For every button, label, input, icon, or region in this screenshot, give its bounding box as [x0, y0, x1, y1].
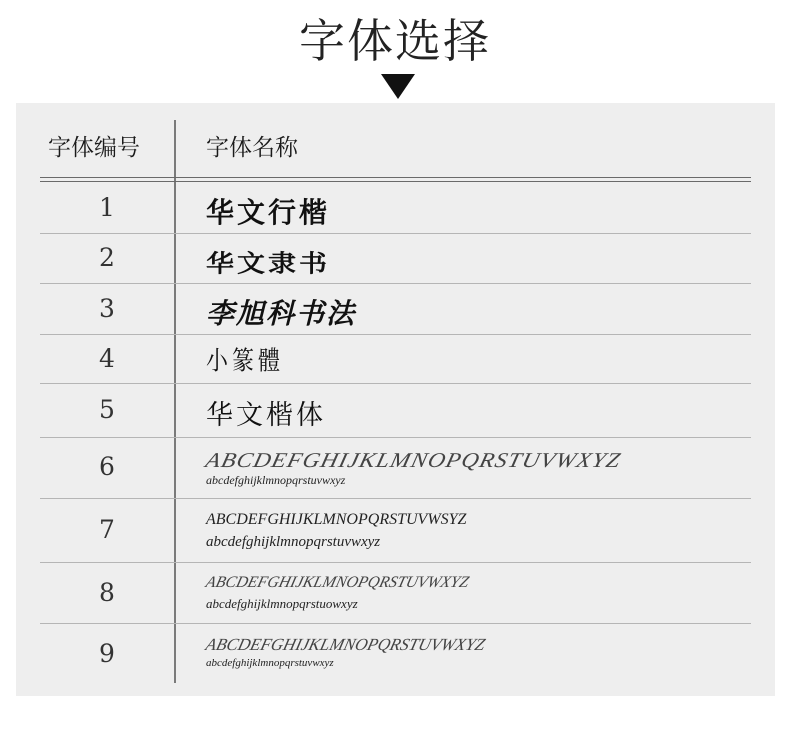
table-row[interactable] [40, 624, 751, 684]
font-number: 1 [99, 193, 115, 222]
font-name-sample: 华文行楷 [206, 196, 331, 229]
font-number: 3 [99, 294, 115, 323]
uppercase-sample: ABCDEFGHIJKLMNOPQRSTUVWXYZ [203, 448, 624, 472]
font-number: 4 [99, 344, 115, 373]
font-name-sample: 华文隶书 [206, 249, 331, 278]
lowercase-sample: abcdefghijklmnopqrstuowxyz [206, 596, 358, 611]
font-name-sample: 小篆體 [206, 346, 285, 377]
font-number: 8 [99, 578, 115, 607]
font-name-sample: 华文楷体 [206, 400, 326, 431]
column-header-name: 字体名称 [206, 135, 298, 161]
page-title: 字体选择 [299, 14, 491, 68]
table-row[interactable] [40, 284, 751, 335]
table-row[interactable] [40, 563, 751, 624]
column-header-number: 字体编号 [48, 135, 140, 161]
header-divider [40, 181, 751, 182]
lowercase-sample: abcdefghijklmnopqrstuvwxyz [206, 657, 334, 669]
table-row[interactable] [40, 438, 751, 499]
header-divider [40, 177, 751, 178]
uppercase-sample: ABCDEFGHIJKLMNOPQRSTUVWXYZ [204, 574, 471, 591]
down-arrow-icon [381, 74, 415, 99]
font-name-sample: 李旭科书法 [206, 297, 357, 330]
uppercase-sample: ABCDEFGHIJKLMNOPQRSTUVWXYZ [203, 635, 488, 654]
font-number: 5 [99, 395, 115, 424]
lowercase-sample: abcdefghijklmnopqrstuvwxyz [206, 534, 381, 550]
table-row[interactable] [40, 384, 751, 438]
font-number: 7 [99, 515, 115, 544]
lowercase-sample: abcdefghijklmnopqrstuvwxyz [206, 473, 346, 487]
uppercase-sample: ABCDEFGHIJKLMNOPQRSTUVWSYZ [206, 511, 467, 528]
font-table [16, 103, 775, 696]
table-row[interactable] [40, 335, 751, 384]
font-number: 2 [99, 243, 115, 272]
table-row[interactable] [40, 499, 751, 563]
font-number: 6 [99, 452, 115, 481]
table-row[interactable] [40, 183, 751, 234]
table-row[interactable] [40, 234, 751, 284]
font-number: 9 [99, 639, 115, 668]
